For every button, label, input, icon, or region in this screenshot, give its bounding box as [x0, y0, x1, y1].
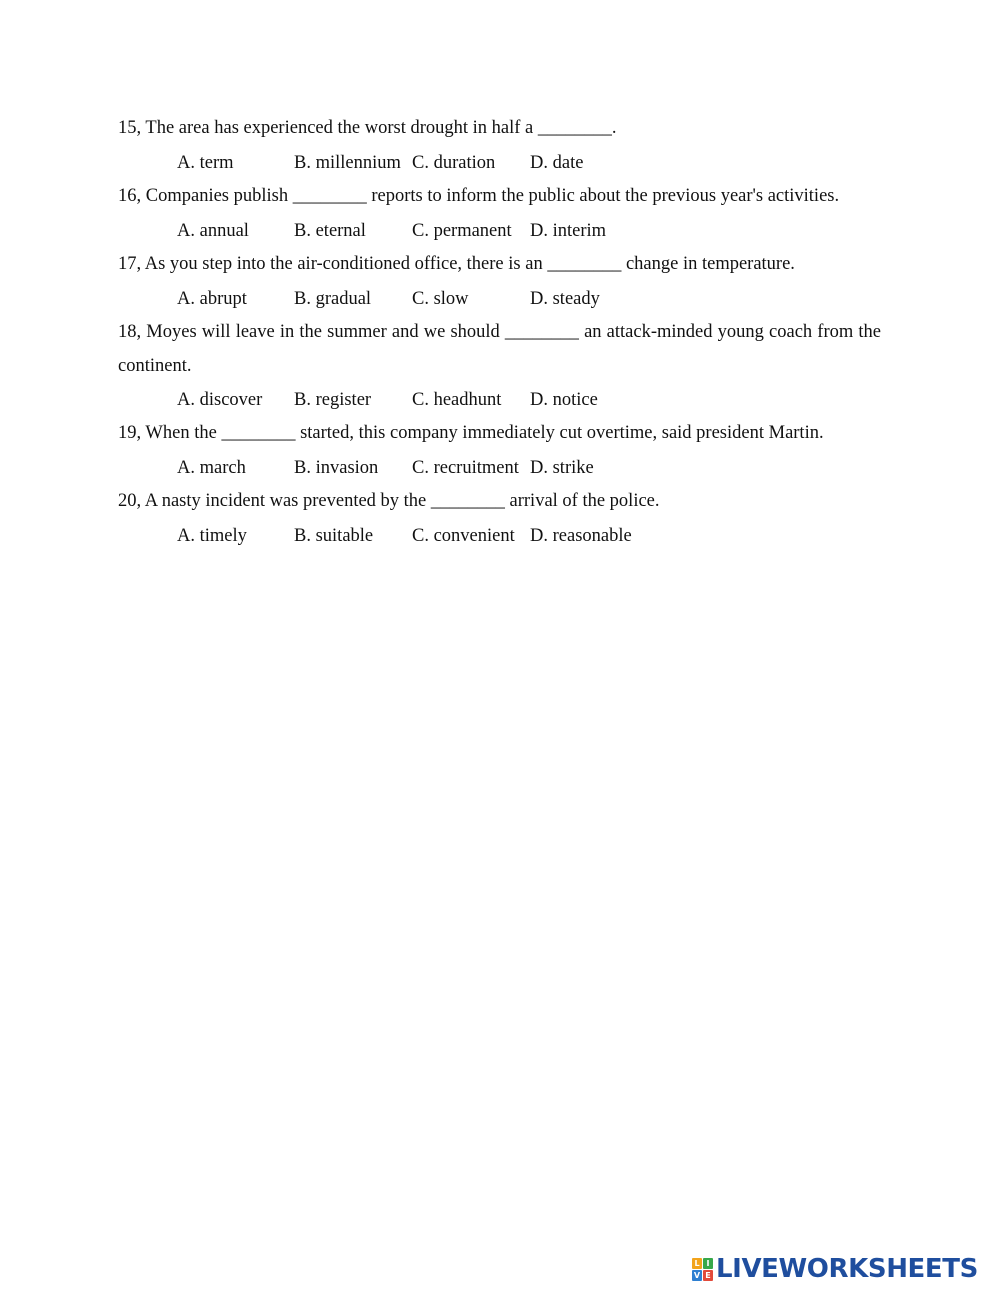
- logo-tile-e: E: [703, 1270, 713, 1281]
- option-b[interactable]: B. eternal: [294, 221, 366, 241]
- logo-tile-v: V: [693, 1270, 701, 1280]
- logo-tile-l: L: [692, 1258, 702, 1269]
- option-c[interactable]: C. recruitment: [412, 458, 519, 478]
- option-a[interactable]: A. annual: [177, 221, 249, 241]
- option-d[interactable]: D. steady: [530, 289, 600, 309]
- logo-tile-i: I: [703, 1258, 713, 1269]
- question-number: 16,: [118, 186, 142, 206]
- question-text: When the ________ started, this company immediately cut overtime, said president Martin.: [145, 423, 824, 443]
- question-number: 20,: [118, 491, 142, 511]
- question-number: 19,: [118, 423, 142, 443]
- option-b[interactable]: B. millennium: [294, 153, 401, 173]
- question-17: [118, 248, 881, 282]
- option-b[interactable]: B. invasion: [294, 458, 379, 478]
- option-a[interactable]: A. term: [177, 153, 234, 173]
- question-text: The area has experienced the worst drought in half a ________.: [145, 118, 617, 138]
- question-text: A nasty incident was prevented by the ________ arrival of the police.: [144, 491, 660, 511]
- option-d[interactable]: D. notice: [530, 390, 598, 410]
- question-19: [118, 417, 881, 451]
- option-d[interactable]: D. date: [530, 153, 584, 173]
- option-d[interactable]: D. strike: [530, 458, 594, 478]
- option-d[interactable]: D. interim: [530, 221, 607, 241]
- option-a[interactable]: A. abrupt: [177, 289, 247, 309]
- option-c[interactable]: C. permanent: [412, 221, 512, 241]
- question-15: [118, 112, 881, 146]
- question-text: Companies publish ________ reports to inform the public about the previous year's activities.: [145, 186, 840, 206]
- question-number: 18,: [118, 322, 142, 342]
- option-c[interactable]: C. duration: [412, 153, 496, 173]
- question-text: As you step into the air-conditioned office, there is an ________ change in temperature.: [144, 254, 795, 274]
- question-number: 15,: [118, 118, 142, 138]
- question-16: [118, 180, 881, 214]
- question-18: [118, 316, 881, 384]
- question-number: 17,: [118, 254, 142, 274]
- option-c[interactable]: C. slow: [412, 289, 469, 309]
- liveworksheets-logo: [692, 1254, 978, 1284]
- option-a[interactable]: A. discover: [177, 390, 263, 410]
- logo-wordmark: LIVEWORKSHEETS: [716, 1254, 978, 1284]
- option-b[interactable]: B. register: [294, 390, 372, 410]
- option-c[interactable]: C. headhunt: [412, 390, 502, 410]
- option-a[interactable]: A. march: [177, 458, 246, 478]
- option-b[interactable]: B. gradual: [294, 289, 372, 309]
- option-b[interactable]: B. suitable: [294, 526, 374, 546]
- question-20: [118, 485, 881, 519]
- question-text: Moyes will leave in the summer and we should ________ an attack-minded young coach from the continent.: [118, 322, 882, 376]
- option-d[interactable]: D. reasonable: [530, 526, 632, 546]
- option-c[interactable]: C. convenient: [412, 526, 515, 546]
- option-a[interactable]: A. timely: [177, 526, 247, 546]
- liveworksheets-icon: [692, 1258, 713, 1281]
